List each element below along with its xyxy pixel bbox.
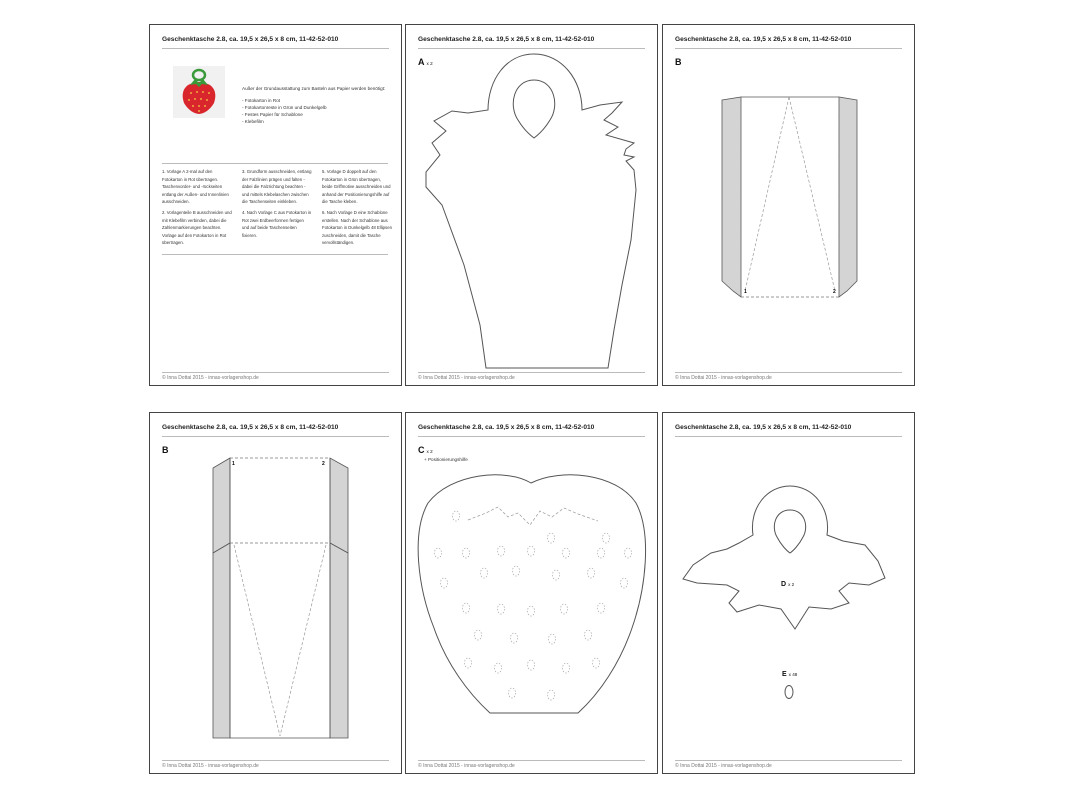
page-footer: © Inna Dottai 2015 - innas-vorlagenshop.de: [418, 372, 645, 381]
page-template-c: [405, 412, 658, 774]
template-label-b: B: [162, 445, 169, 455]
step-4: 4. Nach Vorlage C aus Fotokarton in Rot zwei Erdbeerformen fertigen und auf beide Taschenseiten fixieren.: [242, 209, 312, 238]
page-template-a: [405, 24, 658, 386]
label-count: x 2: [426, 61, 433, 66]
join-mark-2: 2: [833, 289, 836, 295]
label-letter: C: [418, 445, 425, 455]
material-item: - Fotokarton in Rot: [242, 98, 281, 103]
material-item: - Festes Papier für Schablone: [242, 112, 303, 117]
step-2: 2. Vorlagenteile B ausschneiden und mit Klebefilm verbinden, dabei die Zahlenmarkierungen beachten. Vorlage auf den Fotokarton in Rot übertragen.: [162, 209, 232, 246]
page-instructions: [149, 24, 402, 386]
step-6: 6. Nach Vorlage D eine Schablone erstellen. Nach der Schablone aus Fotokarton in Dunkelgelb 48 Ellipsen zuschneiden, damit die Tasche vervollständigen.: [322, 209, 392, 246]
instruction-steps: [162, 163, 392, 255]
materials-list: [242, 85, 392, 125]
page-footer: © Inna Dottai 2015 - innas-vorlagenshop.de: [162, 760, 389, 769]
page-footer: © Inna Dottai 2015 - innas-vorlagenshop.de: [162, 372, 389, 381]
page-header: Geschenktasche 2.8, ca. 19,5 x 26,5 x 8 cm, 11-42-52-010: [675, 36, 902, 49]
step-1: 1. Vorlage A 2-mal auf den Fotokarton in Rot übertragen. Taschenvorder- und -rückseiten entlang der Außen- und Innenlinien ausschneiden.: [162, 169, 229, 205]
page-template-d-e: [662, 412, 915, 774]
template-e-ellipse: [663, 413, 916, 775]
join-mark-2: 2: [322, 461, 325, 467]
page-header: Geschenktasche 2.8, ca. 19,5 x 26,5 x 8 cm, 11-42-52-010: [162, 36, 389, 49]
template-label-b: B: [675, 57, 682, 67]
label-letter: E: [782, 671, 787, 678]
template-c-strawberry: [406, 413, 659, 775]
page-header: Geschenktasche 2.8, ca. 19,5 x 26,5 x 8 cm, 11-42-52-010: [418, 36, 645, 49]
intro-text: Außer der Grundausstattung zum Basteln aus Papier werden benötigt:: [242, 86, 386, 91]
step-5: 5. Vorlage D doppelt auf den Fotokarton in Grün übertragen, beide Griffmotive ausschneiden und anhand der Positionierungshilfe auf die Tasche kleben.: [322, 169, 391, 205]
template-b-part2-shape: [150, 413, 403, 775]
page-header: Geschenktasche 2.8, ca. 19,5 x 26,5 x 8 cm, 11-42-52-010: [162, 424, 389, 437]
material-item: - Klebefilm: [242, 119, 264, 124]
positioning-note: + Positionierungshilfe: [424, 457, 468, 462]
page-header: Geschenktasche 2.8, ca. 19,5 x 26,5 x 8 cm, 11-42-52-010: [418, 424, 645, 437]
page-template-b1: [662, 24, 915, 386]
join-mark-1: 1: [232, 461, 235, 467]
page-template-b2: [149, 412, 402, 774]
page-footer: © Inna Dottai 2015 - innas-vorlagenshop.de: [418, 760, 645, 769]
label-count: x 2: [788, 582, 795, 587]
material-item: - Fotokartonreste in Grün und Dunkelgelb: [242, 105, 327, 110]
join-mark-1: 1: [744, 289, 747, 295]
page-header: Geschenktasche 2.8, ca. 19,5 x 26,5 x 8 cm, 11-42-52-010: [675, 424, 902, 437]
label-letter: D: [781, 581, 787, 588]
label-count: x 48: [788, 672, 798, 677]
label-count: x 2: [426, 449, 433, 454]
label-letter: A: [418, 57, 425, 67]
step-3: 3. Grundform ausschneiden, entlang der Falzlinien prägen und falten - dabei die Falzrichtung beachten - und mittels Klebelaschen zwischen die Taschenseiten einkleben.: [242, 169, 312, 205]
template-b-part1-shape: [663, 25, 916, 387]
page-footer: © Inna Dottai 2015 - innas-vorlagenshop.de: [675, 372, 902, 381]
template-a-shape: [406, 25, 659, 387]
page-footer: © Inna Dottai 2015 - innas-vorlagenshop.de: [675, 760, 902, 769]
